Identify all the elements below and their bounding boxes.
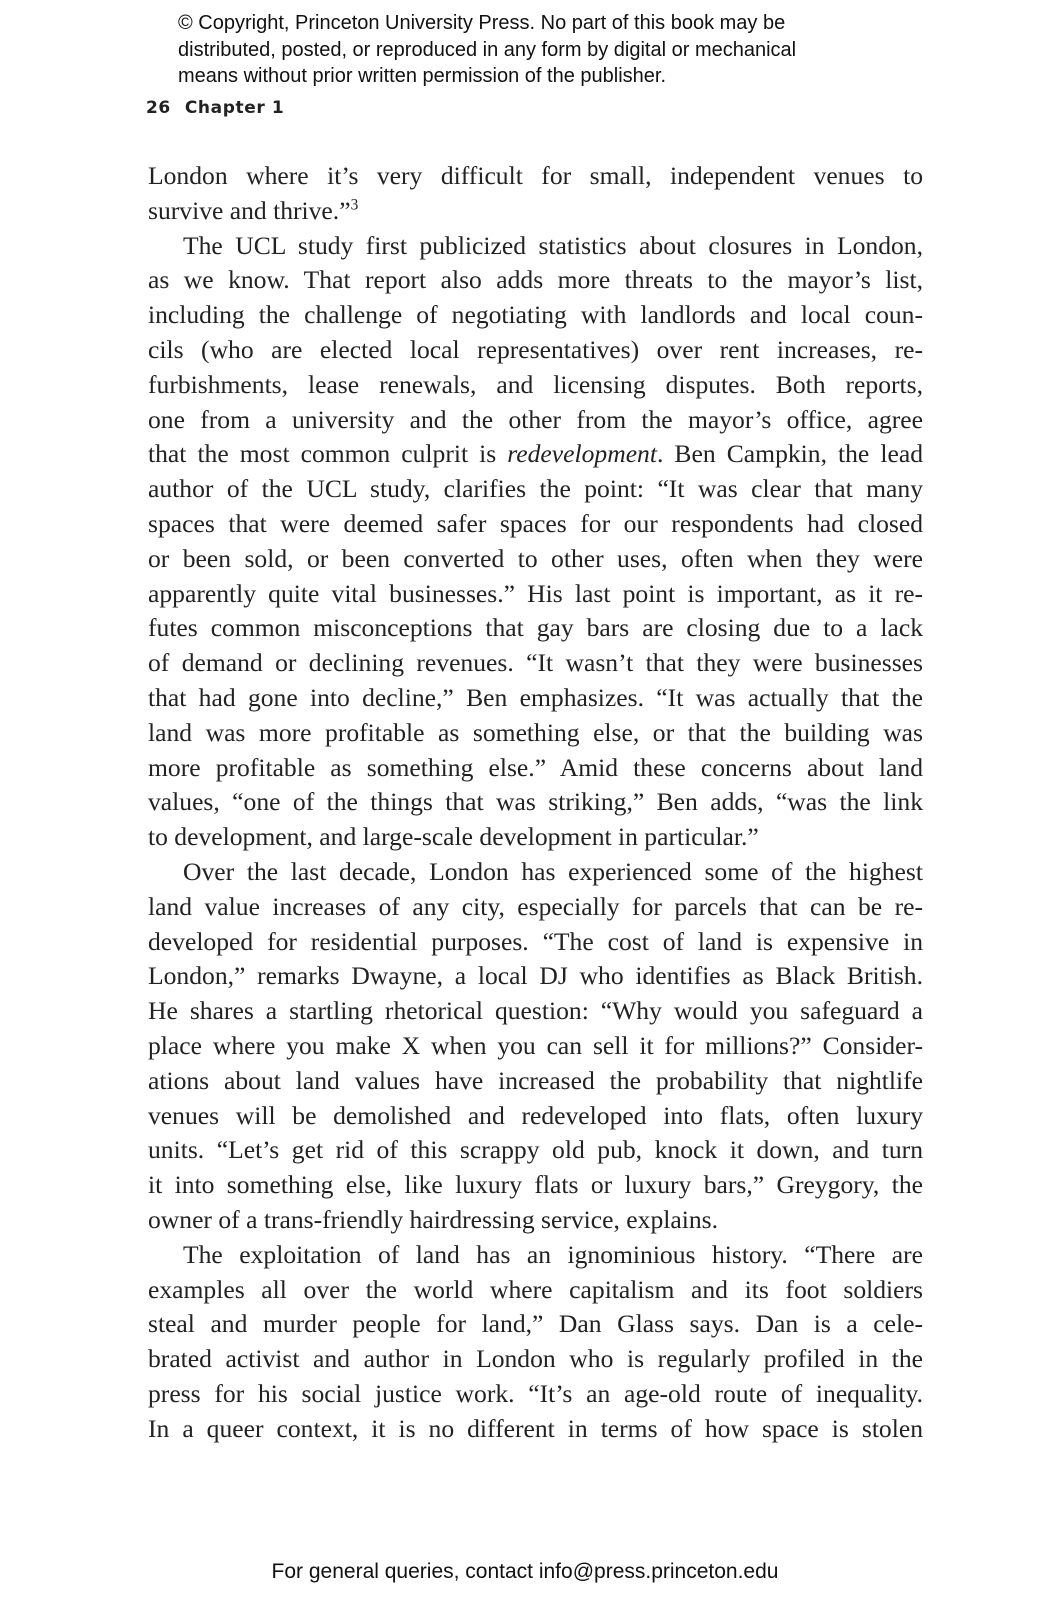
- text-line: place where you make X when you can sell it for millions?” Consider-: [148, 1030, 923, 1060]
- copyright-line: © Copyright, Princeton University Press. No part of this book may be: [178, 12, 786, 34]
- text-line: cils (who are elected local representatives) over rent increases, re-: [148, 334, 923, 364]
- text-line: steal and murder people for land,” Dan Glass says. Dan is a cele-: [148, 1309, 923, 1339]
- text-line: [148, 194, 923, 229]
- text-line: The exploitation of land has an ignominious history. “There are: [183, 1239, 923, 1269]
- footnote-marker: 3: [350, 196, 359, 214]
- text-line: In a queer context, it is no different in terms of how space is stolen: [148, 1413, 923, 1443]
- text-fragment: . Ben Campkin, the lead: [656, 439, 923, 469]
- text-line: developed for residential purposes. “The cost of land is expensive in: [148, 926, 923, 956]
- text-line: [148, 437, 923, 472]
- copyright-notice: [178, 10, 938, 90]
- text-line: apparently quite vital businesses.” His last point is important, as it re-: [148, 578, 923, 608]
- copyright-line: means without prior written permission of the publisher.: [178, 65, 667, 87]
- text-fragment: that the most common culprit is: [148, 439, 508, 469]
- text-line: press for his social justice work. “It’s an age-old route of inequality.: [148, 1378, 923, 1408]
- text-line: brated activist and author in London who is regularly profiled in the: [148, 1344, 923, 1374]
- copyright-line: distributed, posted, or reproduced in any form by digital or mechanical: [178, 38, 797, 61]
- text-line: The UCL study first publicized statistics about closures in London,: [183, 230, 923, 260]
- text-line: London,” remarks Dwayne, a local DJ who identifies as Black British.: [148, 961, 923, 991]
- text-line: Over the last decade, London has experienced some of the highest: [183, 856, 923, 886]
- text-line: or been sold, or been converted to other uses, often when they were: [148, 543, 923, 573]
- italic-term: redevelopment: [507, 439, 657, 469]
- text-fragment: survive and thrive.”: [148, 195, 351, 225]
- running-head: [146, 98, 284, 118]
- page-number: 26: [146, 98, 171, 118]
- text-line: that had gone into decline,” Ben emphasizes. “It was actually that the: [148, 682, 923, 712]
- text-line: it into something else, like luxury flats or luxury bars,” Greygory, the: [148, 1170, 923, 1200]
- text-line: land value increases of any city, especially for parcels that can be re-: [148, 891, 923, 921]
- text-line: spaces that were deemed safer spaces for our respondents had closed: [148, 508, 923, 538]
- text-line: examples all over the world where capitalism and its foot soldiers: [148, 1274, 923, 1304]
- text-line: furbishments, lease renewals, and licensing disputes. Both reports,: [148, 369, 923, 399]
- text-line: ations about land values have increased the probability that nightlife: [148, 1065, 923, 1095]
- chapter-title: Chapter 1: [184, 98, 285, 118]
- text-line: futes common misconceptions that gay bars are closing due to a lack: [148, 613, 923, 643]
- text-line: owner of a trans-friendly hairdressing service, explains.: [148, 1204, 718, 1234]
- text-line: of demand or declining revenues. “It wasn’t that they were businesses: [148, 648, 923, 678]
- text-line: as we know. That report also adds more threats to the mayor’s list,: [148, 265, 923, 295]
- text-line: London where it’s very difficult for small, independent venues to: [148, 161, 923, 190]
- text-line: one from a university and the other from the mayor’s office, agree: [148, 404, 923, 434]
- footer-contact: For general queries, contact info@press.princeton.edu: [271, 1560, 779, 1583]
- body-text: [148, 159, 923, 1446]
- text-line: land was more profitable as something else, or that the building was: [148, 717, 923, 747]
- text-line: including the challenge of negotiating with landlords and local coun-: [148, 300, 923, 330]
- text-line: venues will be demolished and redeveloped into flats, often luxury: [148, 1100, 923, 1130]
- text-line: author of the UCL study, clarifies the point: “It was clear that many: [148, 474, 923, 504]
- text-line: He shares a startling rhetorical question: “Why would you safeguard a: [148, 996, 923, 1026]
- text-line: more profitable as something else.” Amid these concerns about land: [148, 752, 923, 782]
- text-line: values, “one of the things that was striking,” Ben adds, “was the link: [148, 787, 923, 817]
- text-line: units. “Let’s get rid of this scrappy old pub, knock it down, and turn: [148, 1135, 923, 1165]
- text-line: to development, and large-scale development in particular.”: [148, 822, 759, 852]
